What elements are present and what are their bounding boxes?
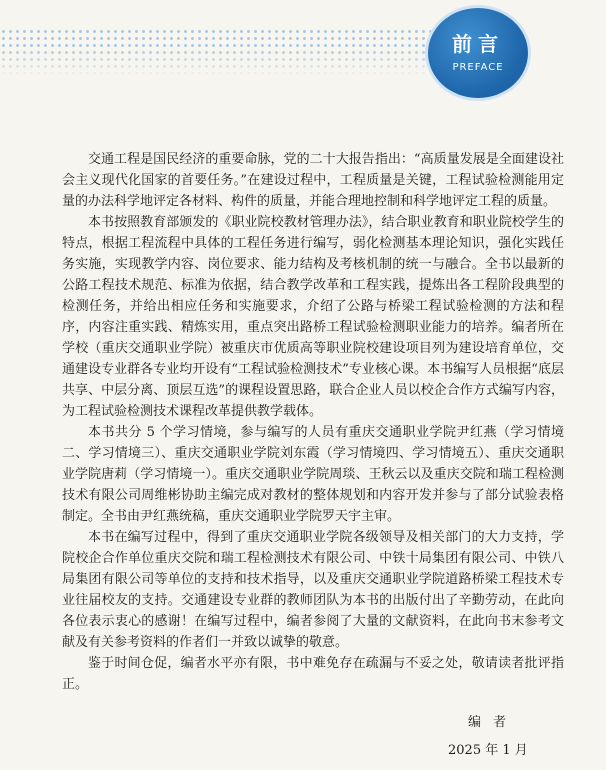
paragraph-5: 鉴于时间仓促，编者水平亦有限，书中难免存在疏漏与不妥之处，敬请读者批评指正。 [62, 656, 564, 692]
paragraph-4: 本书在编写过程中，得到了重庆交通职业学院各级领导及相关部门的大力支持，学院校企合作单位重庆交院和瑞工程检测技术有限公司、中铁十局集团有限公司、中铁八局集团有限公司等单位的支持和技术指导，以及重庆交通职业学院道路桥梁工程技术专业往届校友的支持。交通建设专业群的教师团队为本书的出版付出了辛勤劳动，在此向各位表示衷心的感谢！在编写过程中，编者参阅了大量的文献资料，在此向书末参考文献及有关参考资料的作者们一并致以诚挚的敬意。 [62, 530, 564, 650]
preface-body [62, 149, 564, 695]
paragraph-1: 交通工程是国民经济的重要命脉，党的二十大报告指出：“高质量发展是全面建设社会主义现代化国家的首要任务。”在建设过程中，工程质量是关键，工程试验检测能用定量的办法科学地评定各材料、构件的质量，并能合理地控制和科学地评定工程的质量。 [62, 152, 564, 209]
signature-author: 编者 [468, 715, 519, 730]
preface-subtitle: PREFACE [452, 62, 504, 73]
paragraph-2: 本书按照教育部颁发的《职业院校教材管理办法》，结合职业教育和职业院校学生的特点，根据工程流程中具体的工程任务进行编写，弱化检测基本理论知识，强化实践任务实施，实现教学内容、岗位要求、能力结构及考核机制的统一与融合。全书以最新的公路工程技术规范、标准为依据，结合教学改革和工程实践，提炼出各工程阶段典型的检测任务，并给出相应任务和实施要求，介绍了公路与桥梁工程试验检测的方法和程序，内容注重实践、精炼实用，重点突出路桥工程试验检测职业能力的培养。编者所在学校（重庆交通职业学院）被重庆市优质高等职业院校建设项目列为建设培育单位，交通建设专业群各专业均开设有“工程试验检测技术”专业核心课。本书编写人员根据“底层共享、中层分离、顶层互选”的课程设置思路，联合企业人员以校企合作方式编写内容，为工程试验检测技术课程改革提供教学载体。 [62, 215, 564, 419]
paragraph-3: 本书共分 5 个学习情境，参与编写的人员有重庆交通职业学院尹红燕（学习情境二、学习情境三）、重庆交通职业学院刘东霞（学习情境四、学习情境五）、重庆交通职业学院唐莉（学习情境一）。重庆交通职业学院周琰、王秋云以及重庆交院和瑞工程检测技术有限公司周维彬协助主编完成对教材的整体规划和内容开发并参与了部分试验表格制定。全书由尹红燕统稿，重庆交通职业学院罗天宇主审。 [62, 425, 564, 524]
preface-badge [428, 8, 528, 98]
signature-date: 2025 年 1 月 [448, 743, 528, 758]
dot-pattern-fade [0, 28, 448, 74]
preface-title: 前言 [452, 32, 504, 56]
